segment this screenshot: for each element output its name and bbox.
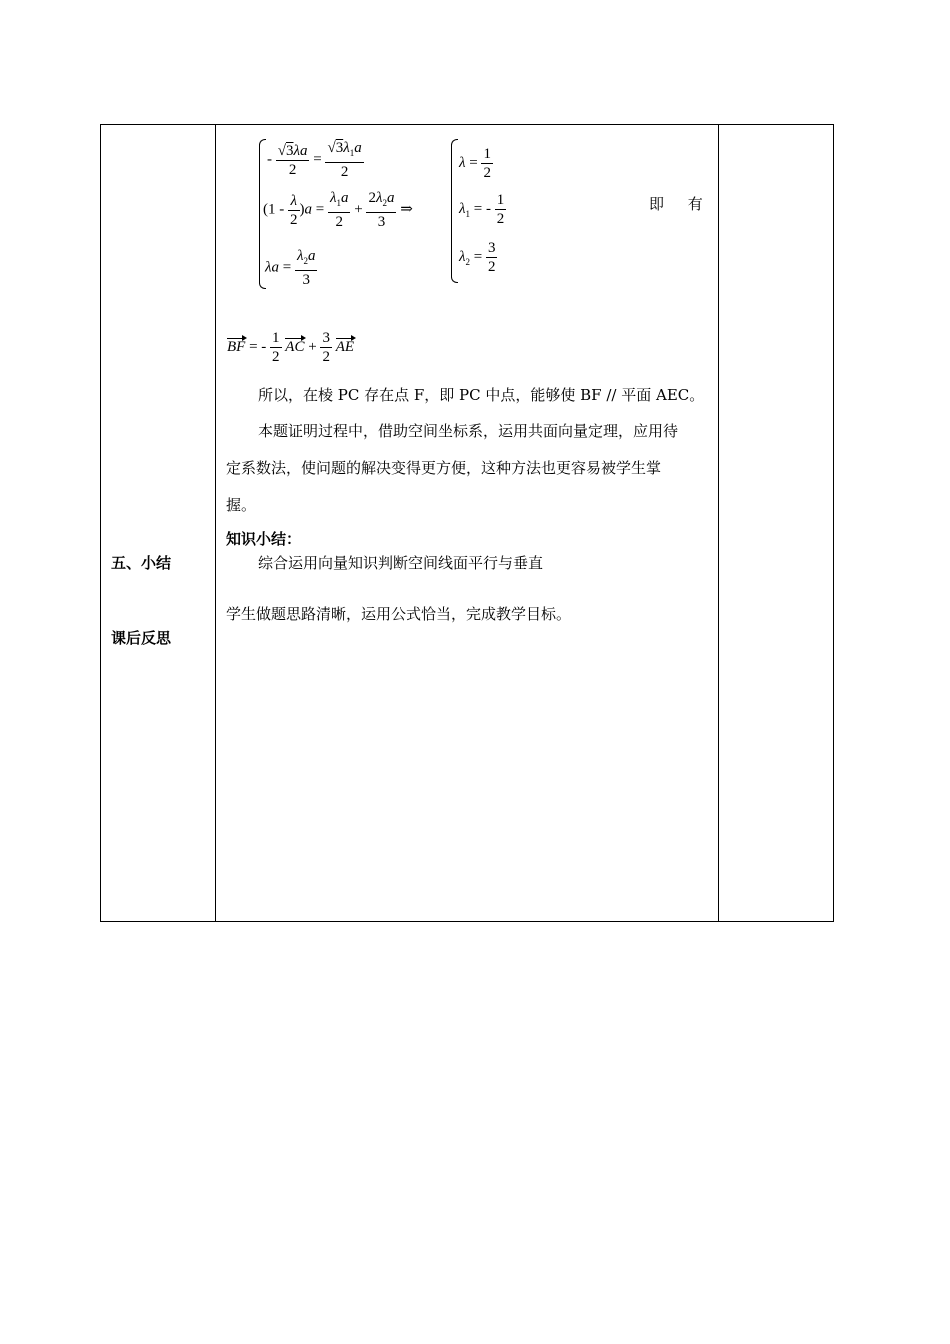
solution-line: $\lambda_1$ = - $\frac{1}{2}$ bbox=[459, 192, 505, 227]
vector-equation: BF = - $\frac{1}{2}$ AC + $\frac{3}{2}$ AE bbox=[227, 330, 355, 365]
conclusion-text: 所以，在棱 PC 存在点 F，即 PC 中点，能够使 BF // 平面 AEC。 bbox=[258, 386, 705, 404]
implies-symbol: ⇒ bbox=[400, 201, 413, 218]
section-label-reflection: 课后反思 bbox=[111, 629, 172, 647]
section-label-summary: 五、小结 bbox=[111, 554, 172, 572]
equation-line: - $\frac{√3\lambda a}{2}$ = $\frac{√3\lambda_1a}{2}$ bbox=[267, 140, 362, 180]
summary-text: 综合运用向量知识判断空间线面平行与垂直 bbox=[258, 554, 544, 572]
comment-line-3: 握。 bbox=[226, 496, 257, 514]
solution-line: $\lambda_2$ = $\frac{3}{2}$ bbox=[459, 240, 496, 275]
equation-line: λa = $\frac{\lambda_2a}{3}$ bbox=[265, 248, 316, 288]
lesson-table bbox=[100, 124, 834, 922]
solution-line: λ = $\frac{1}{2}$ bbox=[459, 146, 491, 181]
ji-you-text: 即 有 bbox=[649, 197, 703, 213]
summary-heading: 知识小结： bbox=[226, 530, 302, 548]
column-divider bbox=[215, 125, 216, 921]
equation-line: (1 - $\frac{\lambda}{2}$ )a = $\frac{\lambda_1a}{2}$ + $\frac{2\lambda_2a}{3}$ ⇒ bbox=[263, 190, 413, 230]
comment-line-2: 定系数法，使问题的解决变得更方便，这种方法也更容易被学生掌 bbox=[226, 459, 662, 477]
right-brace bbox=[451, 139, 458, 283]
column-divider bbox=[718, 125, 719, 921]
comment-line-1: 本题证明过程中，借助空间坐标系，运用共面向量定理，应用待 bbox=[258, 422, 679, 440]
reflection-text: 学生做题思路清晰，运用公式恰当，完成教学目标。 bbox=[226, 605, 572, 623]
